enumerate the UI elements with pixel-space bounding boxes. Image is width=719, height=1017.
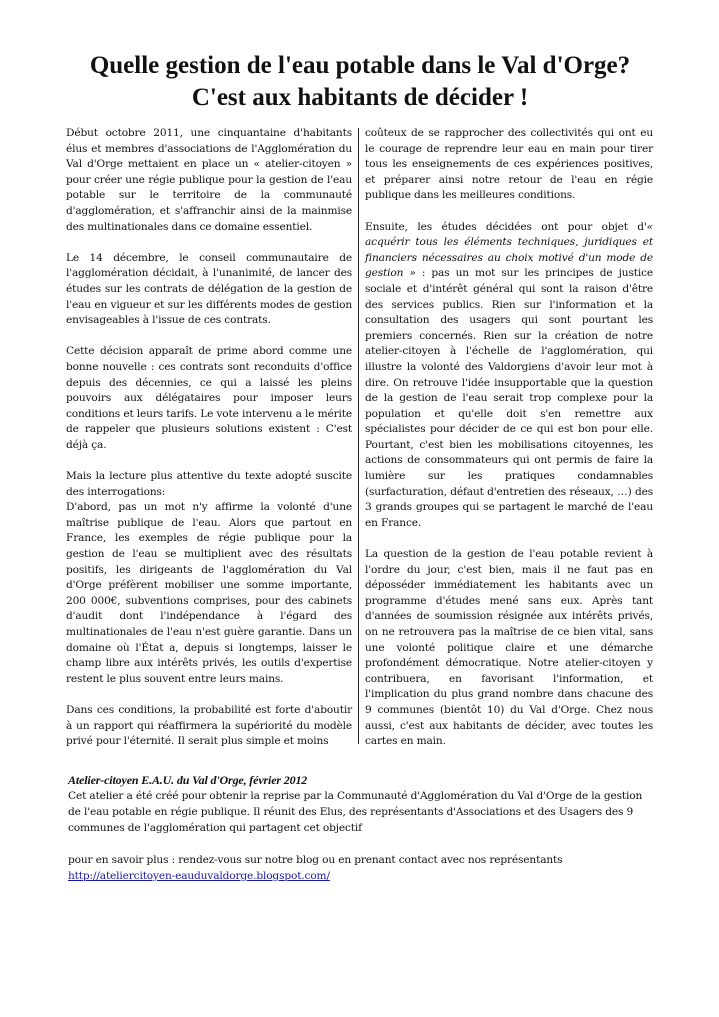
- paragraph-end: : pas un mot sur les principes de justice sociale et d'intérêt général qui sont la raison d'être des services publics. Rien sur l'information et la consultation des usagers qui sont pourtant les premiers concernés. Rien sur la création de notre atelier-citoyen à l'échelle de l'agglomération, qui illustre la volonté des Valdorgiens d'avoir leur mot à dire. On retrouve l'idée insupportable que la question de la gestion de l'eau serait trop complexe pour la population et qu'elle doit s'en remettre aux spécialistes pour décider de ce qui est bon pour elle. Pourtant, c'est bien les mobilisations citoyennes, les actions de consommateurs qui ont permis de faire la lumière sur les pratiques condamnables (surfacturation, défaut d'entretien des réseaux, …) des 3 grands groupes qui se partagent le marché de l'eau en France.: [365, 267, 653, 529]
- title-line-2: C'est aux habitants de décider !: [191, 84, 529, 111]
- paragraph: La question de la gestion de l'eau potable revient à l'ordre du jour, c'est bien, mais il ne faut pas en déposséder immédiatement les habitants avec un programme d'études mené sans eux. Après tant d'années de soumission résignée aux intérêts privés, on ne retrouvera pas la maîtrise de ce bien vital, sans une volonté politique claire et une démarche profondément démocratique. Notre atelier-citoyen y contribuera, en favorisant l'information, et l'implication du plus grand nombre dans chacune des 9 communes (bientôt 10) du Val d'Orge. Chez nous aussi, c'est aux habitants de décider, avec toutes les cartes en main.: [365, 548, 653, 748]
- right-column: [365, 126, 653, 750]
- quoted-objective: « acquérir tous les éléments techniques, juridiques et financiers nécessaires au choix motivé d'un mode de gestion »: [365, 220, 653, 280]
- document-title: [40, 50, 680, 114]
- footer-heading: Atelier-citoyen E.A.U. du Val d'Orge, février 2012: [68, 773, 308, 787]
- left-column: [66, 126, 352, 750]
- blog-link[interactable]: http://ateliercitoyen-eauduvaldorge.blogspot.com/: [68, 870, 330, 882]
- paragraph: D'abord, pas un mot n'y affirme la volonté d'une maîtrise publique de l'eau. Alors que partout en France, les exemples de régie publique pour la gestion de l'eau se multiplient avec des résultats positifs, les dirigeants de l'agglomération du Val d'Orge préfèrent mobiliser une somme importante, 200 000€, subventions comprises, pour des cabinets d'audit dont l'indépendance à l'égard des multinationales de l'eau n'est guère garantie. Dans un domaine où l'État a, depuis si longtemps, laisser le champ libre aux intérêts privés, les outils d'expertise restent le plus souvent entre leurs mains.: [66, 501, 352, 685]
- paragraph: coûteux de se rapprocher des collectivités qui ont eu le courage de reprendre leur eau en main pour tirer tous les enseignements de ces expériences positives, et préparer ainsi notre retour de l'eau en régie publique dans les meilleures conditions.: [365, 127, 653, 202]
- column-divider: [358, 128, 359, 744]
- footer-description: Cet atelier a été créé pour obtenir la reprise par la Communauté d'Agglomération du Val d'Orge de la gestion de l'eau potable en régie publique. Il réunit des Elus, des représentants d'Associations et des Usagers des 9 communes de l'agglomération qui partagent cet objectif: [68, 790, 643, 834]
- paragraph: Cette décision apparaît de prime abord comme une bonne nouvelle : ces contrats sont reconduits d'office depuis des décennies, ce qui a laissé les pleins pouvoirs aux délégataires pour imposer leurs conditions et leurs tarifs. Le vote intervenu a le mérite de rappeler que plusieurs solutions existent : C'est déjà ça.: [66, 345, 352, 451]
- paragraph: [365, 220, 653, 532]
- contact-line: pour en savoir plus : rendez-vous sur notre blog ou en prenant contact avec nos représentants: [68, 854, 563, 866]
- article-columns: [66, 126, 654, 746]
- paragraph: Début octobre 2011, une cinquantaine d'habitants élus et membres d'associations de l'Agglomération du Val d'Orge mettaient en place un « atelier-citoyen » pour créer une régie publique pour la gestion de l'eau potable sur le territoire de la communauté d'agglomération, et s'affranchir ainsi de la mainmise des multinationales dans ce domaine essentiel.: [66, 127, 352, 233]
- paragraph: Mais la lecture plus attentive du texte adopté suscite des interrogations:: [66, 470, 352, 498]
- footer: [68, 772, 656, 884]
- paragraph: Dans ces conditions, la probabilité est forte d'aboutir à un rapport qui réaffirmera la supériorité du modèle privé pour l'éternité. Il serait plus simple et moins: [66, 703, 352, 748]
- paragraph: Le 14 décembre, le conseil communautaire de l'agglomération décidait, à l'unanimité, de lancer des études sur les contrats de délégation de la gestion de l'eau en vigueur et sur les différents modes de gestion envisageables à l'issue de ces contrats.: [66, 251, 352, 327]
- paragraph-start: Ensuite, les études décidées ont pour objet d': [365, 220, 647, 233]
- title-line-1: Quelle gestion de l'eau potable dans le Val d'Orge?: [89, 52, 631, 79]
